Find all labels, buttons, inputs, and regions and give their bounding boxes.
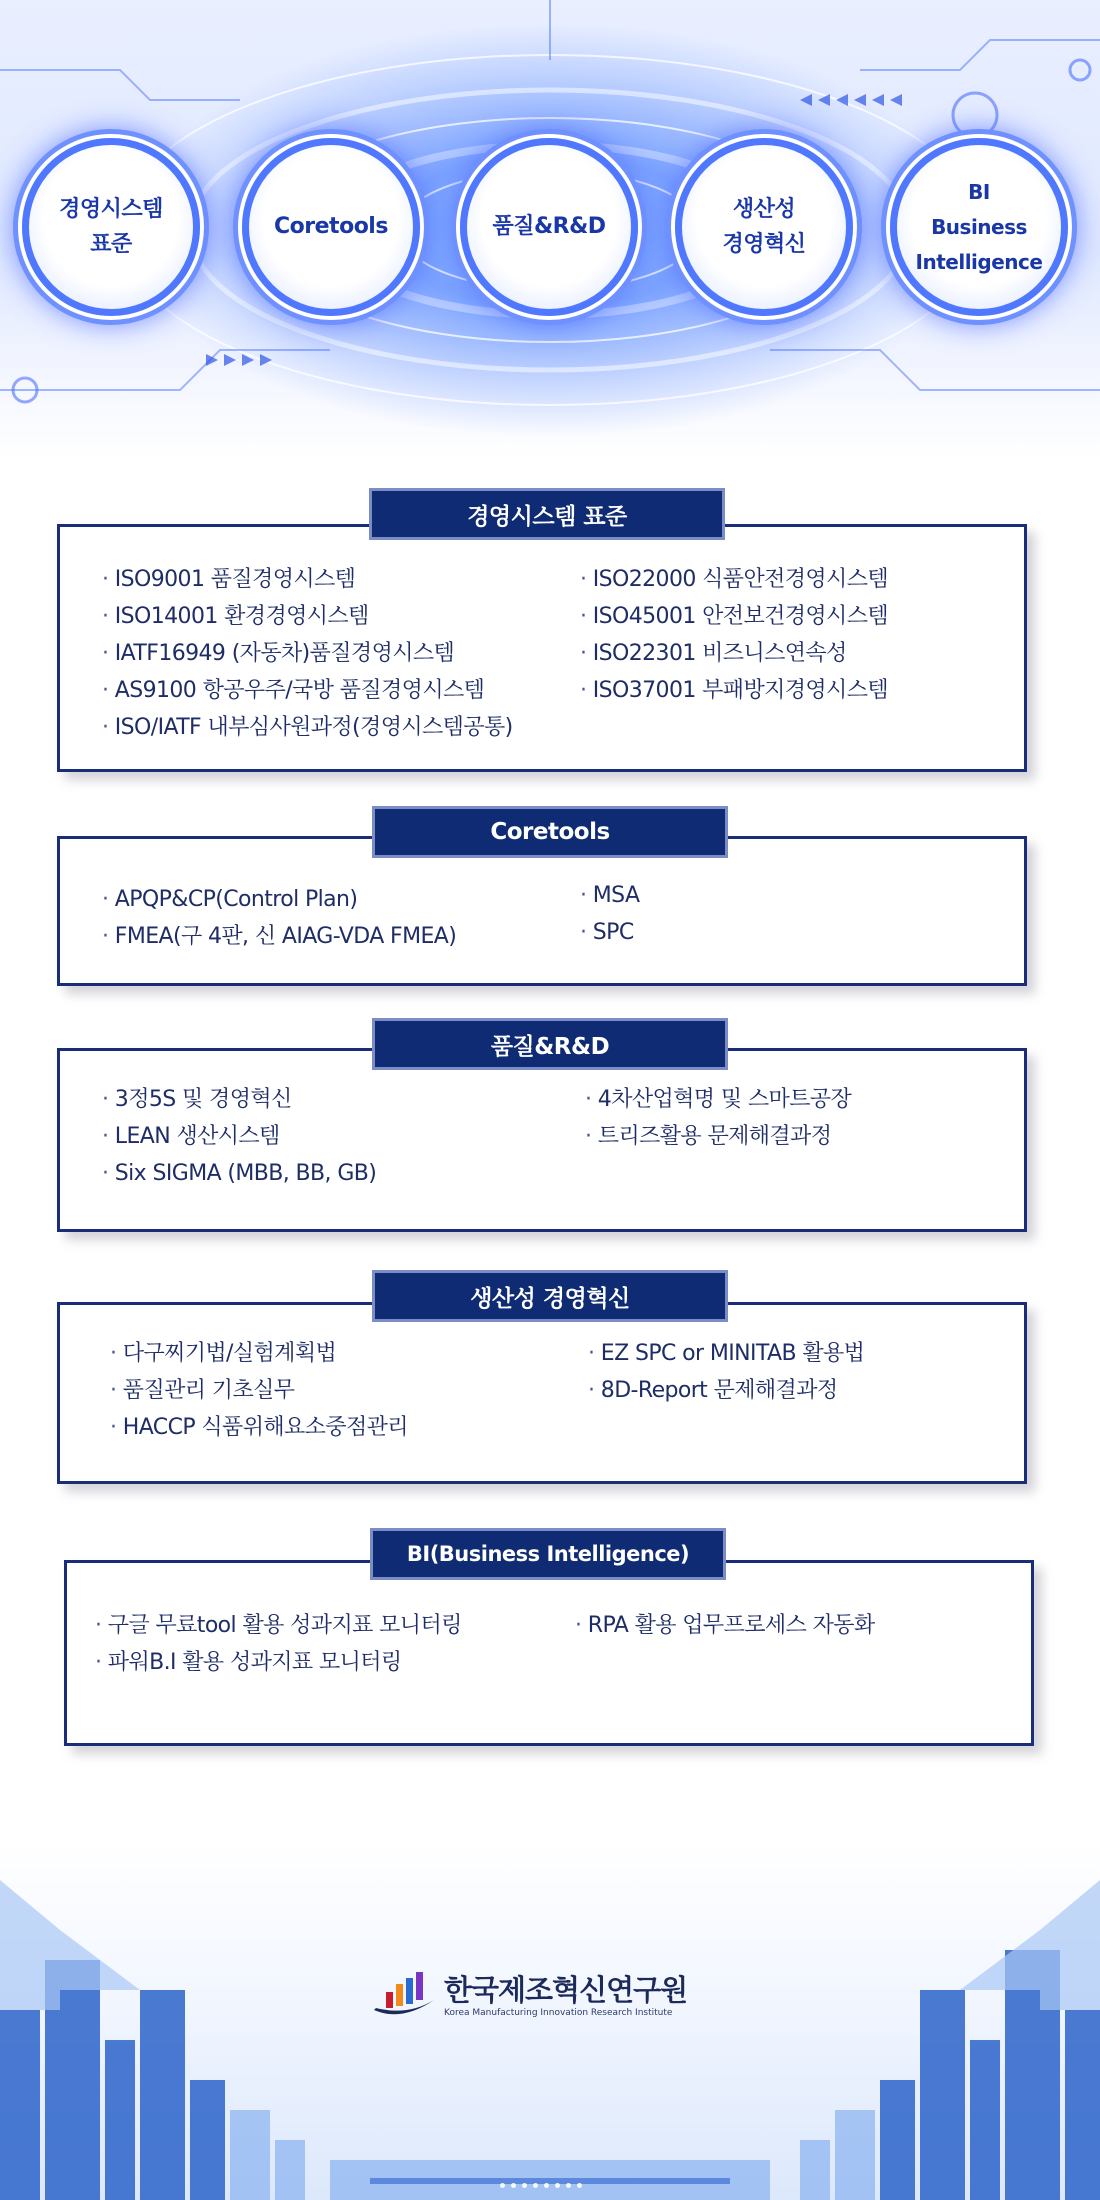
list-item: · ISO9001 품질경영시스템 xyxy=(102,561,513,598)
section-title: 품질&R&D xyxy=(372,1018,728,1070)
list-item: · IATF16949 (자동차)품질경영시스템 xyxy=(102,635,513,672)
logo-mark-icon xyxy=(372,1970,436,2022)
section-quality-rnd xyxy=(57,1018,1027,1232)
section-title: 경영시스템 표준 xyxy=(369,488,725,540)
list-item: · ISO22301 비즈니스연속성 xyxy=(580,635,888,672)
circle-management-system[interactable] xyxy=(22,138,200,316)
list-item: · 트리즈활용 문제해결과정 xyxy=(585,1118,851,1155)
course-list-right xyxy=(575,1607,875,1644)
institute-logo xyxy=(372,1970,687,2022)
list-item: · LEAN 생산시스템 xyxy=(102,1118,376,1155)
circle-label: BI Business Intelligence xyxy=(915,179,1043,274)
course-list-left xyxy=(102,1081,376,1192)
course-list-right xyxy=(588,1335,864,1409)
circle-label: Coretools xyxy=(274,214,388,240)
course-list-right xyxy=(580,561,888,709)
list-item: · APQP&CP(Control Plan) xyxy=(102,881,456,918)
section-box xyxy=(64,1560,1034,1746)
course-list-left xyxy=(110,1335,408,1446)
circle-label: 생산성 경영혁신 xyxy=(722,196,806,257)
list-item: · ISO14001 환경경영시스템 xyxy=(102,598,513,635)
list-item: · 품질관리 기초실무 xyxy=(110,1372,408,1409)
list-item: · FMEA(구 4판, 신 AIAG-VDA FMEA) xyxy=(102,918,456,955)
list-item: · HACCP 식품위해요소중점관리 xyxy=(110,1409,408,1446)
list-item: · ISO22000 식품안전경영시스템 xyxy=(580,561,888,598)
list-item: · AS9100 항공우주/국방 품질경영시스템 xyxy=(102,672,513,709)
hero-banner xyxy=(0,0,1100,460)
list-item: · Six SIGMA (MBB, BB, GB) xyxy=(102,1155,376,1192)
course-list-left xyxy=(95,1607,462,1681)
course-list-right xyxy=(585,1081,851,1155)
list-item: · ISO45001 안전보건경영시스템 xyxy=(580,598,888,635)
pagination-dots xyxy=(500,2183,582,2188)
list-item: · 파워B.I 활용 성과지표 모니터링 xyxy=(95,1644,462,1681)
circle-label: 경영시스템 표준 xyxy=(59,196,163,257)
section-business-intelligence xyxy=(64,1528,1034,1746)
logo-name: 한국제조혁신연구원 xyxy=(444,1973,688,2007)
section-box xyxy=(57,1048,1027,1232)
section-productivity xyxy=(57,1270,1027,1484)
logo-subtitle: Korea Manufacturing Innovation Research Institute xyxy=(444,2008,673,2018)
list-item: · MSA xyxy=(580,877,639,914)
list-item: · 구글 무료tool 활용 성과지표 모니터링 xyxy=(95,1607,462,1644)
list-item: · ISO37001 부패방지경영시스템 xyxy=(580,672,888,709)
section-box xyxy=(57,836,1027,986)
course-list-left xyxy=(102,881,456,955)
section-title: 생산성 경영혁신 xyxy=(372,1270,728,1322)
list-item: · 4차산업혁명 및 스마트공장 xyxy=(585,1081,851,1118)
section-coretools xyxy=(57,806,1027,986)
list-item: · EZ SPC or MINITAB 활용법 xyxy=(588,1335,864,1372)
list-item: · SPC xyxy=(580,914,639,951)
list-item: · 3정5S 및 경영혁신 xyxy=(102,1081,376,1118)
course-list-right xyxy=(580,877,639,951)
list-item: · 8D-Report 문제해결과정 xyxy=(588,1372,864,1409)
section-box xyxy=(57,1302,1027,1484)
circle-label: 품질&R&D xyxy=(492,214,606,240)
section-title: Coretools xyxy=(372,806,728,858)
section-box xyxy=(57,524,1027,772)
circle-quality-rnd[interactable] xyxy=(460,138,638,316)
section-management-system xyxy=(57,488,1027,772)
circle-productivity[interactable] xyxy=(675,138,853,316)
circle-coretools[interactable] xyxy=(242,138,420,316)
circle-business-intelligence[interactable] xyxy=(890,138,1068,316)
list-item: · 다구찌기법/실험계획법 xyxy=(110,1335,408,1372)
course-list-left xyxy=(102,561,513,746)
section-title: BI(Business Intelligence) xyxy=(370,1528,726,1580)
footer-cityscape xyxy=(0,1840,1100,2200)
list-item: · RPA 활용 업무프로세스 자동화 xyxy=(575,1607,875,1644)
list-item: · ISO/IATF 내부심사원과정(경영시스템공통) xyxy=(102,709,513,746)
